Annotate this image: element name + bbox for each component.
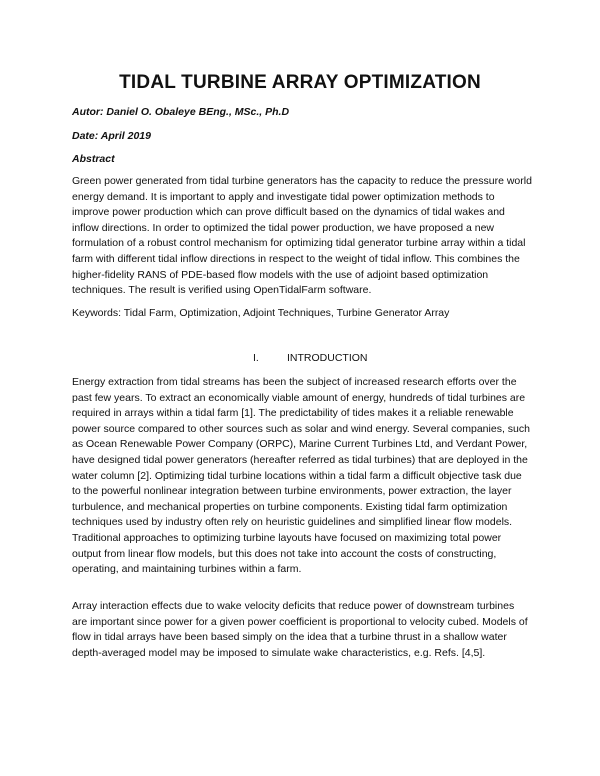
intro-paragraph-1: Energy extraction from tidal streams has been the subject of increased research efforts over the past few years. To extract an economically viable amount of energy, hundreds of tidal turbines are required in arrays within a tidal farm [1]. The predictability of tides makes it a reliable renewable power source compared to other sources such as solar and wind energy. Several companies, such as Ocean Renewable Power Company (ORPC), Marine Current Turbines Ltd, and Verdant Power, have designed tidal power generators (hereafter referred as tidal turbines) that are deployed in the water column [2]. Optimizing tidal turbine locations within a tidal farm a difficult objective task due to the powerful nonlinear integration between turbine environments, power extraction, the layer turbulence, and mechanical properties on turbine components. Existing tidal farm optimization techniques used by industry often rely on heuristic guidelines and simplified linear flow models. Traditional approaches to optimizing turbine layouts have focused on maximizing total power output from linear flow models, but this does not take into account the costs of constructing, operating, and maintaining turbines within a farm. [72,376,530,576]
author-line: Autor: Daniel O. Obaleye BEng., MSc., Ph.D [72,106,290,118]
paper-title: TIDAL TURBINE ARRAY OPTIMIZATION [119,72,481,93]
date-line: Date: April 2019 [72,130,151,142]
keywords-line: Keywords: Tidal Farm, Optimization, Adjoint Techniques, Turbine Generator Array [72,307,450,319]
abstract-paragraph: Green power generated from tidal turbine generators has the capacity to reduce the pressure world energy demand. It is important to apply and investigate tidal power optimization methods to improve power production which can prove difficult based on the dynamics of tidal wakes and inflow directions. In order to optimized the tidal power production, we have proposed a new formulation of a robust control mechanism for optimizing tidal generator turbine array within a tidal farm with different tidal inflow directions in respect to the weight of tidal inflow. This combines the higher-fidelity RANS of PDE-based flow models with the use of adjoint based optimization techniques. The result is verified using OpenTidalFarm software. [72,175,532,297]
intro-paragraph-2: Array interaction effects due to wake velocity deficits that reduce power of downstream turbines are important since power for a given power coefficient is proportional to velocity cubed. Models of flow in tidal arrays have been based simply on the idea that a turbine thrust in a shallow water depth-averaged model may be imposed to simulate wake characteristics, e.g. Refs. [4,5]. [72,600,528,659]
abstract-heading: Abstract [72,153,115,165]
section-number: I. [253,352,259,364]
section-title: INTRODUCTION [287,352,368,364]
